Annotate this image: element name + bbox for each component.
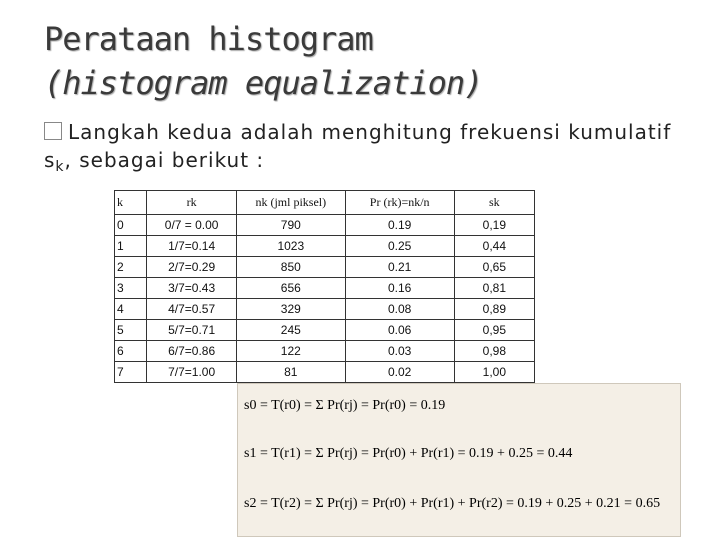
cell-k: 0: [115, 215, 147, 236]
cell-rk: 0/7 = 0.00: [147, 215, 237, 236]
cell-rk: 7/7=1.00: [147, 362, 237, 383]
cell-k: 5: [115, 320, 147, 341]
table-row: [115, 320, 535, 341]
square-bullet-icon: [44, 122, 62, 140]
cell-pr: 0.21: [345, 257, 454, 278]
cell-nk: 1023: [236, 236, 345, 257]
cell-rk: 4/7=0.57: [147, 299, 237, 320]
slide-title-line2: (histogram equalization): [44, 64, 483, 102]
cell-pr: 0.25: [345, 236, 454, 257]
cell-sk: 1,00: [454, 362, 534, 383]
cell-sk: 0,19: [454, 215, 534, 236]
cell-nk: 656: [236, 278, 345, 299]
formula-s1: s1 = T(r1) = Σ Pr(rj) = Pr(r0) + Pr(r1) = 0.19 + 0.25 = 0.44: [244, 446, 573, 461]
cell-pr: 0.08: [345, 299, 454, 320]
cell-k: 1: [115, 236, 147, 257]
cell-nk: 81: [236, 362, 345, 383]
bullet-text-part2: , sebagai berikut :: [64, 148, 265, 172]
slide-title-line1: Perataan histogram: [44, 20, 373, 58]
cell-nk: 122: [236, 341, 345, 362]
cell-pr: 0.19: [345, 215, 454, 236]
table-row: [115, 299, 535, 320]
header-pr: Pr (rk)=nk/n: [345, 191, 454, 215]
cell-rk: 5/7=0.71: [147, 320, 237, 341]
cell-k: 3: [115, 278, 147, 299]
header-k: k: [115, 191, 147, 215]
cell-sk: 0,81: [454, 278, 534, 299]
table-row: [115, 215, 535, 236]
histogram-table: [114, 190, 535, 383]
cell-nk: 850: [236, 257, 345, 278]
cell-rk: 2/7=0.29: [147, 257, 237, 278]
cell-pr: 0.16: [345, 278, 454, 299]
cell-sk: 0,44: [454, 236, 534, 257]
cell-pr: 0.02: [345, 362, 454, 383]
table-row: [115, 257, 535, 278]
header-nk: nk (jml piksel): [236, 191, 345, 215]
bullet-subscript: k: [55, 159, 65, 175]
table-row: [115, 278, 535, 299]
cell-pr: 0.03: [345, 341, 454, 362]
table-row: [115, 236, 535, 257]
formula-s0: s0 = T(r0) = Σ Pr(rj) = Pr(r0) = 0.19: [244, 398, 446, 413]
cell-nk: 790: [236, 215, 345, 236]
bullet-point: [44, 118, 704, 181]
formula-s2: s2 = T(r2) = Σ Pr(rj) = Pr(r0) + Pr(r1) + Pr(r2) = 0.19 + 0.25 + 0.21 = 0.65: [244, 496, 661, 511]
cell-k: 7: [115, 362, 147, 383]
cell-k: 4: [115, 299, 147, 320]
cell-rk: 1/7=0.14: [147, 236, 237, 257]
bullet-text-part1: Langkah kedua adalah menghitung frekuensi kumulatif s: [44, 120, 672, 172]
cell-k: 2: [115, 257, 147, 278]
cell-rk: 6/7=0.86: [147, 341, 237, 362]
table-header-row: [115, 191, 535, 215]
cell-nk: 245: [236, 320, 345, 341]
cell-rk: 3/7=0.43: [147, 278, 237, 299]
cell-sk: 0,98: [454, 341, 534, 362]
table-row: [115, 362, 535, 383]
cell-pr: 0.06: [345, 320, 454, 341]
formula-image: [237, 383, 681, 537]
table-row: [115, 341, 535, 362]
cell-sk: 0,65: [454, 257, 534, 278]
cell-k: 6: [115, 341, 147, 362]
header-sk: sk: [454, 191, 534, 215]
cell-sk: 0,95: [454, 320, 534, 341]
cell-sk: 0,89: [454, 299, 534, 320]
cell-nk: 329: [236, 299, 345, 320]
header-rk: rk: [147, 191, 237, 215]
